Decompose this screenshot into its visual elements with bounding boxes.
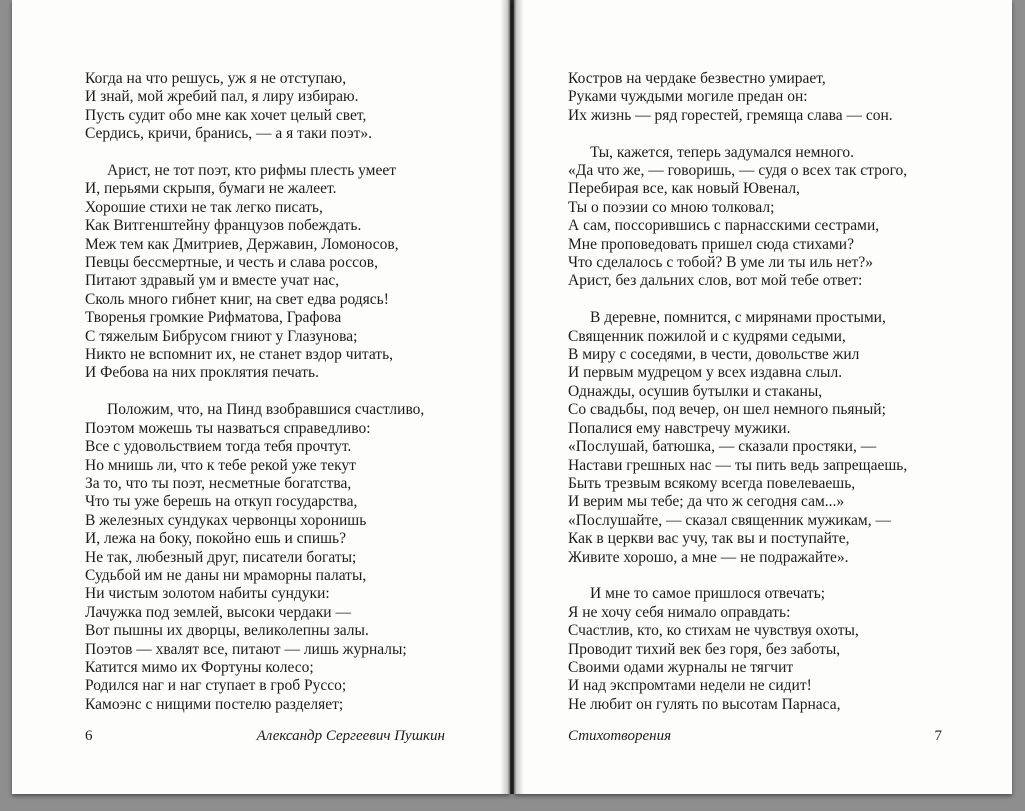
poem-line: Как в церкви вас учу, так вы и поступайте, bbox=[568, 530, 850, 548]
poem-line: И Фебова на них проклятия печать. bbox=[85, 364, 320, 382]
stanza bbox=[568, 144, 968, 291]
poem-line: Вот пышны их дворцы, великолепны залы. bbox=[85, 622, 369, 640]
poem-line: Родился наг и наг ступает в гроб Руссо; bbox=[85, 677, 347, 695]
poem-line: Однажды, осушив бутылки и стаканы, bbox=[568, 382, 823, 400]
poem-line: Что сделалось с тобой? В уме ли ты иль нет?» bbox=[568, 254, 873, 272]
page-right bbox=[514, 0, 1012, 794]
running-title-right: Стихотворения bbox=[568, 728, 672, 744]
poem-line: Как Витгенштейну французов побеждать. bbox=[85, 217, 362, 235]
poem-line: Их жизнь — ряд горестей, гремяща слава — сон. bbox=[568, 106, 893, 124]
poem-line: «Да что же, — говоришь, — судя о всех так строго, bbox=[568, 162, 908, 180]
poem-line: «Послушай, батюшка, — сказали простяки, — bbox=[568, 438, 877, 456]
poem-line: Счастлив, кто, ко стихам не чувствуя охоты, bbox=[568, 622, 859, 640]
poem-line: Меж тем как Дмитриев, Державин, Ломоносов, bbox=[85, 235, 399, 253]
poem-line: Своими одами журналы не тягчит bbox=[568, 658, 794, 676]
poem-line: Быть трезвым всякому всегда повелеваешь, bbox=[568, 474, 856, 492]
poem-line: Все с удовольствием тогда тебя прочтут. bbox=[85, 438, 352, 456]
poem-line: Живите хорошо, а мне — не подражайте». bbox=[568, 548, 849, 566]
poem-line: Сколь много гибнет книг, на свет едва родясь! bbox=[85, 290, 389, 308]
stanza bbox=[568, 70, 968, 125]
poem-line: Творенья громкие Рифматова, Графова bbox=[85, 309, 342, 327]
poem-line: Не любит он гулять по высотам Парнаса, bbox=[568, 695, 841, 713]
stanza bbox=[568, 585, 968, 714]
poem-line: Костров на чердаке безвестно умирает, bbox=[568, 70, 826, 87]
poem-line: Священник пожилой и с кудрями седыми, bbox=[568, 327, 846, 345]
poem-line: Руками чуждыми могиле предан он: bbox=[568, 88, 808, 106]
poem-line: Со свадьбы, под вечер, он шел немного пьяный; bbox=[568, 401, 886, 419]
poem-line: Ни чистым золотом набиты сундуки: bbox=[85, 585, 330, 603]
poem-line: В деревне, помнится, с мирянами простыми, bbox=[590, 309, 886, 327]
poem-line: С тяжелым Бибрусом гниют у Глазунова; bbox=[85, 327, 358, 345]
poem-line: Питают здравый ум и вместе учат нас, bbox=[85, 272, 340, 290]
poem-line: Арист, без дальних слов, вот мой тебе ответ: bbox=[568, 272, 863, 290]
poem-line: Пусть судит обо мне как хочет целый свет, bbox=[85, 106, 367, 124]
poem-line: Арист, не тот поэт, кто рифмы плесть умеет bbox=[107, 162, 397, 180]
poem-line: Камоэнс с нищими постелю разделяет; bbox=[85, 695, 344, 713]
poem-line: Но мнишь ли, что к тебе рекой уже текут bbox=[85, 456, 356, 474]
page-left bbox=[12, 0, 510, 794]
poem-line: И, перьями скрыпя, бумаги не жалеет. bbox=[85, 180, 337, 198]
poem-line: За то, что ты поэт, несметные богатства, bbox=[85, 474, 352, 492]
poem-line: Мне проповедовать пришел сюда стихами? bbox=[568, 235, 854, 253]
poem-line: И над экспромтами недели не сидит! bbox=[568, 677, 812, 695]
poem-line: Судьбой им не даны ни мраморны палаты, bbox=[85, 566, 367, 584]
stanza bbox=[85, 70, 485, 144]
poem-line: А сам, поссорившись с парнасскими сестрами, bbox=[568, 217, 880, 235]
poem-line: Поэтом можешь ты назваться справедливо: bbox=[85, 419, 371, 437]
poem-line: Певцы бессмертные, и честь и слава россов, bbox=[85, 254, 378, 272]
poem-line: В миру с соседями, в чести, довольстве жил bbox=[568, 346, 860, 364]
poem-line: «Послушайте, — сказал священник мужикам, — bbox=[568, 511, 891, 529]
poem-line: Хорошие стихи не так легко писать, bbox=[85, 198, 323, 216]
running-title-left: Александр Сергеевич Пушкин bbox=[256, 728, 445, 744]
poem-line: Когда на что решусь, уж я не отступаю, bbox=[85, 70, 347, 87]
poem-line: Попалися ему навстречу мужики. bbox=[568, 419, 791, 437]
poem-line: Лачужка под землей, высоки чердаки — bbox=[85, 603, 351, 621]
page-number-right: 7 bbox=[934, 728, 942, 744]
poem-text-left bbox=[85, 70, 485, 714]
page-number-left: 6 bbox=[85, 728, 93, 744]
poem-line: Настави грешных нас — ты пить ведь запрещаешь, bbox=[568, 456, 908, 474]
stanza bbox=[568, 309, 968, 567]
poem-line: Не так, любезный друг, писатели богаты; bbox=[85, 548, 357, 566]
poem-line: Ты, кажется, теперь задумался немного. bbox=[590, 143, 855, 161]
poem-line: В железных сундуках червонцы хоронишь bbox=[85, 511, 367, 529]
poem-text-right bbox=[568, 70, 968, 714]
poem-line: Проводит тихий век без горя, без заботы, bbox=[568, 640, 841, 658]
poem-line: Положим, что, на Пинд взобравшися счастливо, bbox=[107, 401, 425, 419]
book-gutter bbox=[500, 0, 524, 794]
poem-line: Поэтов — хвалят все, питают — лишь журналы; bbox=[85, 640, 407, 658]
poem-line: Никто не вспомнит их, не станет вздор читать, bbox=[85, 346, 394, 364]
poem-line: И мне то самое пришлося отвечать; bbox=[590, 585, 826, 603]
poem-line: Что ты уже берешь на откуп государства, bbox=[85, 493, 358, 511]
poem-line: И первым мудрецом у всех издавна слыл. bbox=[568, 364, 843, 382]
stanza bbox=[85, 162, 485, 383]
poem-line: Ты о поэзии со мною толковал; bbox=[568, 198, 775, 216]
poem-line: Сердись, кричи, бранись, — а я таки поэт». bbox=[85, 125, 373, 143]
poem-line: И, лежа на боку, покойно ешь и спишь? bbox=[85, 530, 347, 548]
poem-line: Перебирая все, как новый Ювенал, bbox=[568, 180, 800, 198]
poem-line: И знай, мой жребий пал, я лиру избираю. bbox=[85, 88, 359, 106]
stanza bbox=[85, 401, 485, 714]
poem-line: Я не хочу себя нимало оправдать: bbox=[568, 603, 791, 621]
poem-line: Катится мимо их Фортуны колесо; bbox=[85, 658, 314, 676]
poem-line: И верим мы тебе; да что ж сегодня сам...» bbox=[568, 493, 845, 511]
